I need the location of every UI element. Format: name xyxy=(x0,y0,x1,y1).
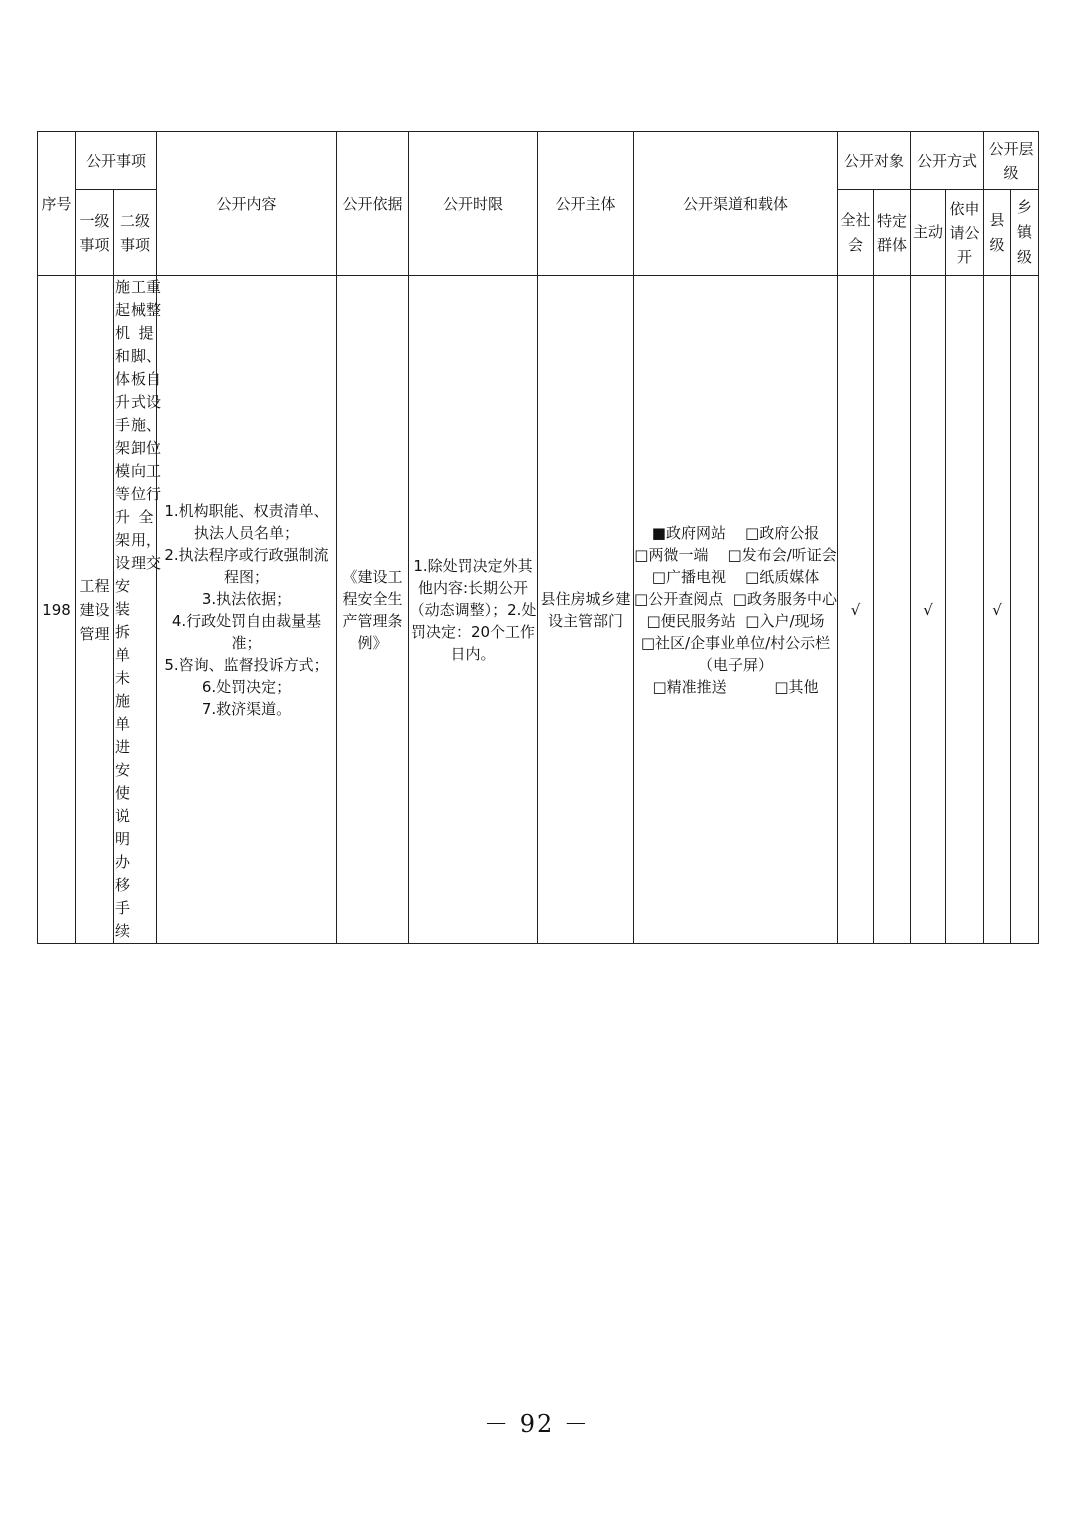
cell-basis: 《建设工程安全生产管理条例》 xyxy=(337,276,409,944)
content-item: 6.处罚决定； xyxy=(201,677,292,696)
header-subject: 公开主体 xyxy=(538,132,634,276)
cell-target-all: √ xyxy=(838,276,874,944)
header-level-town: 乡镇级 xyxy=(1011,190,1039,276)
header-level-county: 县级 xyxy=(984,190,1011,276)
channel-item: □社区/企事业单位/村公示栏（电子屏） xyxy=(640,633,831,674)
cell-time-limit: 1.除处罚决定外其他内容:长期公开（动态调整）；2.处罚决定：20个工作日内。 xyxy=(409,276,538,944)
cell-method-active: √ xyxy=(911,276,946,944)
page-number: － 92 － xyxy=(484,1410,590,1438)
channel-line xyxy=(634,588,837,610)
header-method: 公开方式 xyxy=(911,132,984,190)
channel-line xyxy=(634,566,837,588)
header-seq: 序号 xyxy=(38,132,76,276)
header-target-group: 特定群体 xyxy=(874,190,911,276)
cell-level1: 工程建设管理 xyxy=(76,276,114,944)
channel-line xyxy=(634,676,837,698)
channel-item: □精准推送 xyxy=(652,677,727,696)
content-item: 2.执法程序或行政强制流程图； xyxy=(164,545,329,586)
cell-level-county: √ xyxy=(984,276,1011,944)
cell-subject: 县住房城乡建设主管部门 xyxy=(538,276,634,944)
header-target: 公开对象 xyxy=(838,132,911,190)
channel-line xyxy=(634,544,837,566)
level2-right-column: 工重械整提脚、板自式设施、卸位向工位行全用，理交 xyxy=(131,278,162,572)
header-channels: 公开渠道和载体 xyxy=(634,132,838,276)
content-item: 3.执法依据； xyxy=(201,589,292,608)
cell-content xyxy=(157,276,337,944)
cell-method-request xyxy=(946,276,984,944)
header-target-all: 全社会 xyxy=(838,190,874,276)
cell-channels xyxy=(634,276,838,944)
channel-item: □公开查阅点 xyxy=(634,589,724,608)
disclosure-table xyxy=(37,131,1039,944)
channel-item: □发布会/听证会 xyxy=(727,545,837,564)
level2-left-column: 施起机和体升手架模等升架设安装拆单未施单进安使说明办移手续 xyxy=(115,278,131,940)
content-item: 5.咨询、监督投诉方式； xyxy=(164,655,329,674)
header-level1: 一级事项 xyxy=(76,190,114,276)
channel-line xyxy=(634,610,837,632)
content-item: 7.救济渠道。 xyxy=(201,699,292,718)
channel-item: □两微一端 xyxy=(634,545,709,564)
header-items: 公开事项 xyxy=(76,132,157,190)
channel-item: □广播电视 xyxy=(651,567,726,586)
table-row xyxy=(38,276,1039,944)
content-item: 1.机构职能、权责清单、执法人员名单； xyxy=(164,501,329,542)
channel-item: □入户/现场 xyxy=(745,611,825,630)
header-level: 公开层级 xyxy=(984,132,1039,190)
channel-item: □政务服务中心 xyxy=(732,589,837,608)
channel-line xyxy=(634,632,837,676)
cell-target-group xyxy=(874,276,911,944)
channel-item: ■政府网站 xyxy=(651,523,726,542)
channel-item: □便民服务站 xyxy=(646,611,736,630)
header-method-active: 主动 xyxy=(911,190,946,276)
cell-level-town xyxy=(1011,276,1039,944)
channel-item: □纸质媒体 xyxy=(745,567,820,586)
cell-seq: 198 xyxy=(38,276,76,944)
header-time-limit: 公开时限 xyxy=(409,132,538,276)
channel-item: □其他 xyxy=(774,677,819,696)
channel-line xyxy=(634,522,837,544)
cell-level2 xyxy=(114,276,162,944)
header-level2: 二级事项 xyxy=(114,190,157,276)
header-method-request: 依申请公开 xyxy=(946,190,984,276)
content-item: 4.行政处罚自由裁量基准； xyxy=(171,611,322,652)
header-basis: 公开依据 xyxy=(337,132,409,276)
channel-item: □政府公报 xyxy=(745,523,820,542)
header-content: 公开内容 xyxy=(157,132,337,276)
